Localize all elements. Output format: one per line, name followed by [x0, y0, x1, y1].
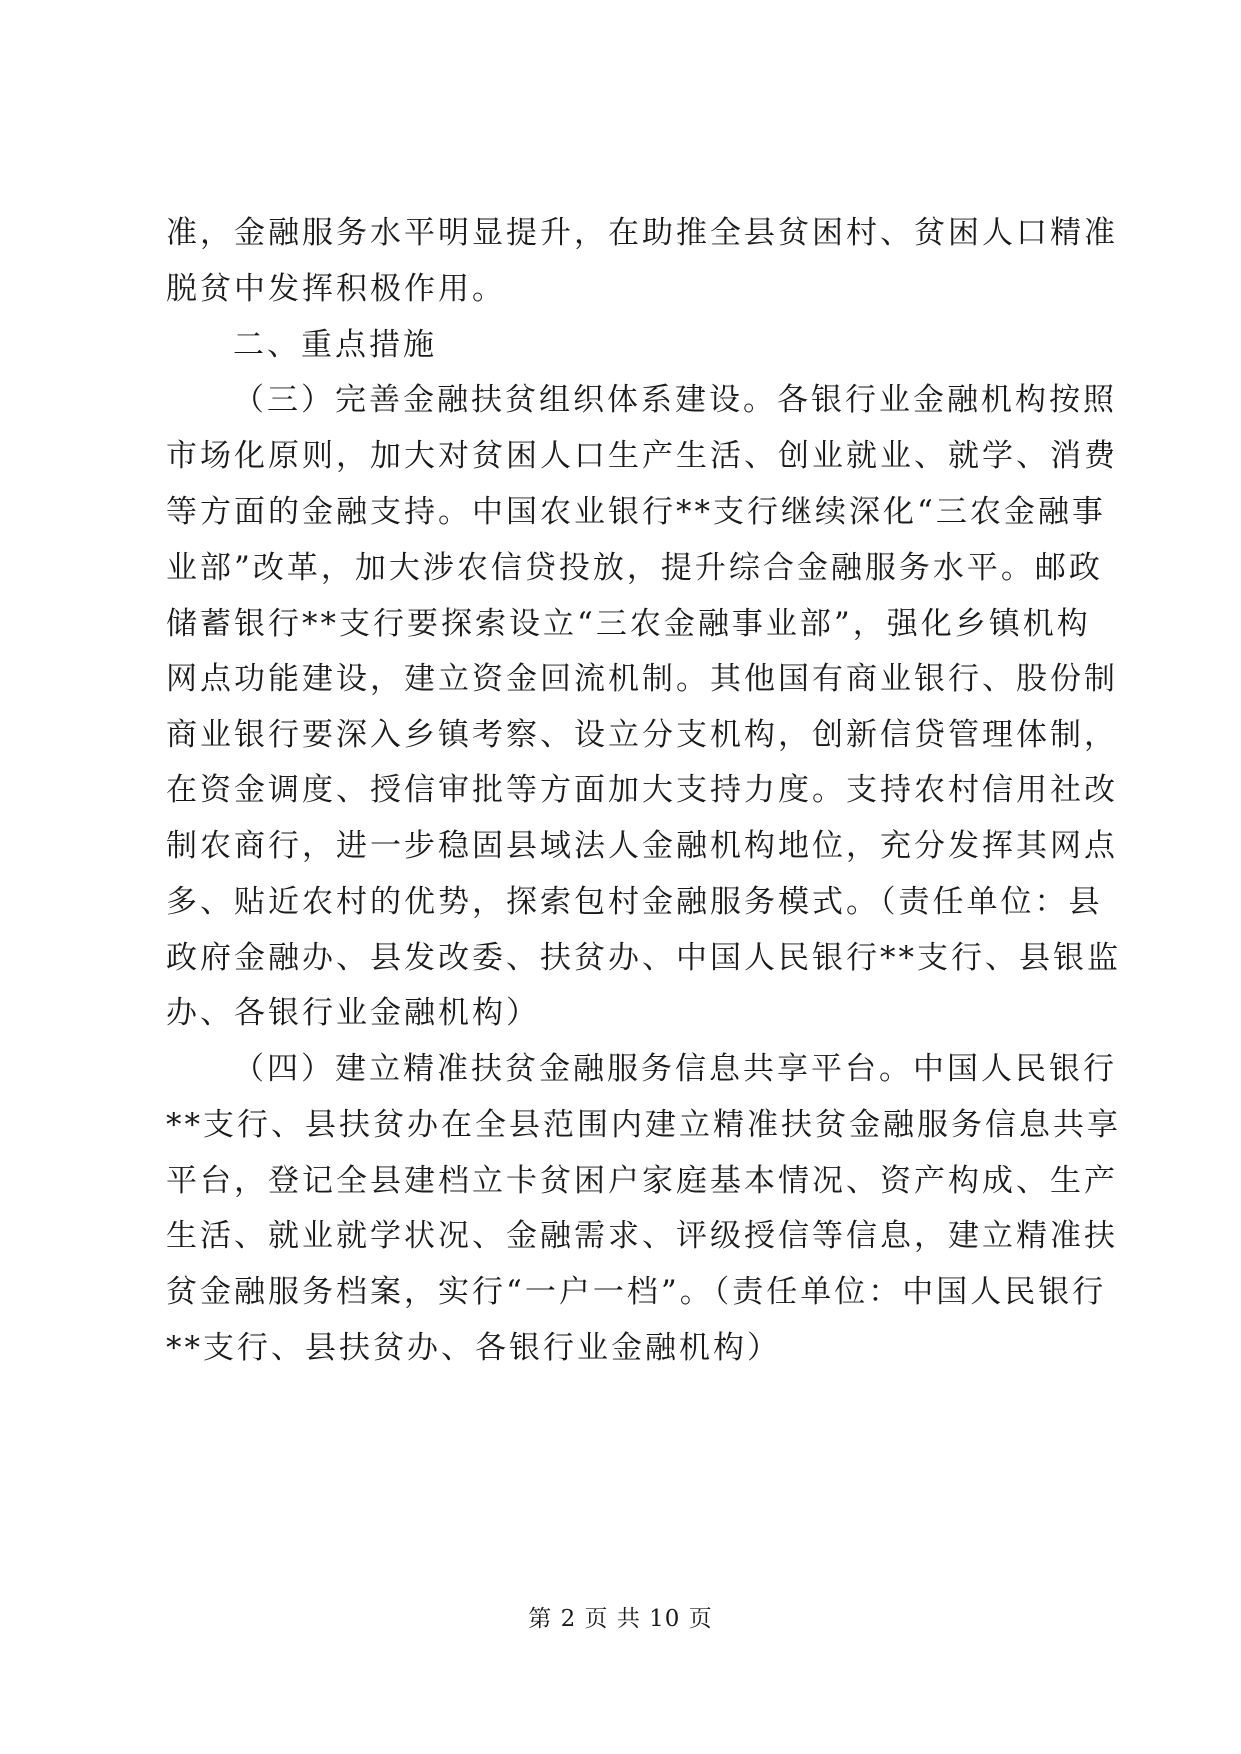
body-text-line: 商业银行要深入乡镇考察、设立分支机构，创新信贷管理体制，: [166, 717, 1118, 753]
body-text-line: 办、各银行业金融机构）: [166, 995, 540, 1031]
body-text-line: 网点功能建设，建立资金回流机制。其他国有商业银行、股份制: [166, 661, 1118, 697]
body-text-line: 业部”改革，加大涉农信贷投放，提升综合金融服务水平。邮政: [166, 550, 1103, 586]
body-text-line: 市场化原则，加大对贫困人口生产生活、创业就业、就学、消费: [166, 438, 1118, 474]
paragraph-start-line: （三）完善金融扶贫组织体系建设。各银行业金融机构按照: [233, 382, 1117, 418]
body-text-line: 脱贫中发挥积极作用。: [166, 271, 506, 307]
body-text-line: 多、贴近农村的优势，探索包村金融服务模式。（责任单位：县: [166, 884, 1103, 920]
body-text-line: 生活、就业就学状况、金融需求、评级授信等信息，建立精准扶: [166, 1218, 1118, 1254]
page-number-footer: 第 2 页 共 10 页: [528, 1606, 713, 1632]
body-text-line: 贫金融服务档案，实行“一户一档”。（责任单位：中国人民银行: [166, 1274, 1107, 1310]
section-heading: 二、重点措施: [233, 327, 437, 363]
body-text-line: 准，金融服务水平明显提升，在助推全县贫困村、贫困人口精准: [166, 215, 1118, 251]
body-text-line: 制农商行，进一步稳固县域法人金融机构地位，充分发挥其网点: [166, 828, 1118, 864]
body-text-line: **支行、县扶贫办、各银行业金融机构）: [166, 1330, 781, 1366]
body-text-line: 政府金融办、县发改委、扶贫办、中国人民银行**支行、县银监: [166, 940, 1121, 976]
body-text-line: **支行、县扶贫办在全县范围内建立精准扶贫金融服务信息共享: [166, 1107, 1121, 1143]
body-text-line: 等方面的金融支持。中国农业银行**支行继续深化“三农金融事: [166, 494, 1106, 530]
body-text-line: 在资金调度、授信审批等方面加大支持力度。支持农村信用社改: [166, 772, 1118, 808]
body-text-line: 储蓄银行**支行要探索设立“三农金融事业部”，强化乡镇机构: [166, 606, 1091, 642]
body-text-line: 平台，登记全县建档立卡贫困户家庭基本情况、资产构成、生产: [166, 1163, 1118, 1199]
paragraph-start-line: （四）建立精准扶贫金融服务信息共享平台。中国人民银行: [233, 1051, 1117, 1087]
